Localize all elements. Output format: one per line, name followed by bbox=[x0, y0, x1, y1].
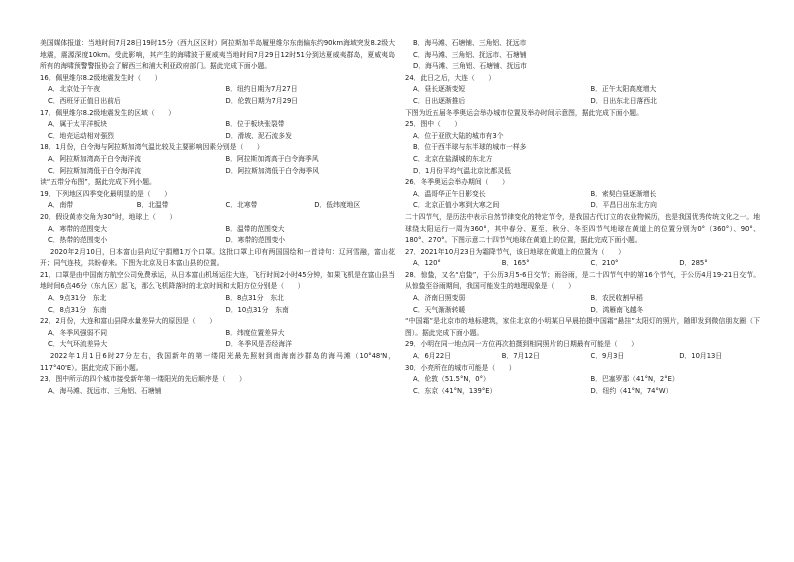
option: A．海马滩、抚远市、三角铝、石塘铺 bbox=[48, 386, 162, 395]
option: C．9月3日 bbox=[590, 352, 625, 361]
question-17: 17．佩里维尔8.2级地震发生的区域（ ） bbox=[40, 108, 176, 117]
passage-winter-olympics: 下图为近五届冬季奥运会举办城市位置及举办时间示意图，据此完成下面小题。 bbox=[405, 108, 643, 117]
option: A．南带 bbox=[48, 201, 74, 210]
question-28: 28．惊蛰，又名“启蛰”，于公历3月5-6日交节；雨谷雨，是二十四节气中的第16个节气，于公历4月19-21日交节。从惊蛰至谷雨期间，我国可能发生的地理现象是（ ） bbox=[405, 270, 760, 291]
option: B．阿拉斯加湾高于白令海季风 bbox=[225, 154, 319, 163]
question-27-options bbox=[405, 258, 760, 270]
option: B．巴塞罗那（41°N，2°E） bbox=[590, 375, 679, 384]
option: A．阿拉斯加湾高于白令海洋流 bbox=[48, 154, 142, 163]
question-23-options-continued bbox=[405, 38, 760, 73]
option: B．8点31分 东北 bbox=[225, 294, 284, 303]
option: D．低纬度地区 bbox=[314, 201, 361, 210]
option: D．平昌日出东北方向 bbox=[590, 201, 657, 210]
question-25: 25．图中（ ） bbox=[405, 120, 462, 129]
option: C．北京在盐湖城的东北方 bbox=[413, 154, 493, 163]
option: D．寒带的范围变小 bbox=[225, 236, 286, 245]
option: A．120° bbox=[413, 259, 441, 268]
option: D．10月13日 bbox=[679, 352, 723, 361]
passage-toyama: 2020年2月10日，日本富山县向辽宁捐赠1万个口罩。这批口罩上印有两国国绘和一首诗句：辽河雪融，富山花开；同气连枝，共盼春来。下图为北京及日本富山县的位置。 bbox=[40, 247, 395, 268]
option: B．正午太阳高度增大 bbox=[590, 85, 657, 94]
question-22-options bbox=[40, 328, 395, 351]
passage-five-zones: 读“五带分布图”，据此完成下列小题。 bbox=[40, 178, 156, 187]
option: C．西班牙正值日出前后 bbox=[48, 96, 121, 105]
passage-earthquake: 美国媒体报道：当地时间7月28日19时15分（西九区区时）阿拉斯加半岛履里维尔东南偏东约90km海域突发8.2级大地震，震源深度10km。受此影响，其产生的海啸波于夏威夷当地时间7月29日12时51分到达夏威夷群岛，夏威夷岛所有的海啸预警警报协会了解西三和浦大利亚政府部门。据此完成下面小题。 bbox=[40, 39, 395, 71]
option: B．索契白昼逐渐增长 bbox=[590, 189, 657, 198]
option: D．鸿雁南飞越冬 bbox=[590, 305, 644, 314]
question-24: 24．此日之后，大连（ ） bbox=[405, 73, 496, 82]
option: D．10点31分 东南 bbox=[225, 305, 289, 314]
option: D．纽约（41°N，74°W） bbox=[590, 386, 673, 395]
option: B．北温带 bbox=[136, 201, 169, 210]
option: B．7月12日 bbox=[501, 352, 540, 361]
option: A．6月22日 bbox=[413, 352, 452, 361]
option: C．热带的范围变小 bbox=[48, 236, 108, 245]
question-29-options bbox=[405, 351, 760, 363]
option: C．8点31分 东南 bbox=[48, 305, 107, 314]
question-18: 18．1月份，白令海与阿拉斯加湾气温比较及主要影响因素分别是（ ） bbox=[40, 143, 264, 152]
option: A．温哥华正午日影变长 bbox=[413, 189, 486, 198]
option: C．海马滩、三角铝、抚远市、石塘铺 bbox=[413, 50, 527, 59]
option: D．阿拉斯加湾低于白令海季风 bbox=[225, 166, 320, 175]
option: D．滑坡、泥石流多发 bbox=[225, 131, 292, 140]
option: B．温带的范围变大 bbox=[225, 224, 285, 233]
question-17-options bbox=[40, 119, 395, 142]
left-column bbox=[40, 38, 395, 397]
option: C．210° bbox=[590, 259, 619, 268]
option: C．北寒带 bbox=[225, 201, 258, 210]
option: A．伦敦（51.5°N，0°） bbox=[413, 375, 490, 384]
option: B．位于西半球与东半球的城市一样多 bbox=[413, 143, 527, 152]
option: B．纽约日期为7月27日 bbox=[225, 85, 298, 94]
option: C．北京正值小寒到大寒之间 bbox=[413, 201, 500, 210]
option: A．济南日照变弱 bbox=[413, 294, 466, 303]
question-22: 22．2月份，大连和富山县降水量差异大的原因是（ ） bbox=[40, 317, 217, 326]
question-23-options bbox=[40, 386, 395, 398]
question-30: 30．小亮所在的城市可能是（ ） bbox=[405, 363, 516, 372]
question-29: 29．小明在同一地点同一方位再次拍摄到相同照片的日期最有可能是（ ） bbox=[405, 340, 638, 349]
option: D．285° bbox=[679, 259, 708, 268]
option: D．冬季风是否经海洋 bbox=[225, 340, 292, 349]
option: B．海马滩、石塘铺、三角铝、抚远市 bbox=[413, 39, 527, 47]
option: C．地壳运动相对强烈 bbox=[48, 131, 114, 140]
option: C．天气渐渐转暖 bbox=[413, 305, 466, 314]
question-21: 21．口罩是由中国南方航空公司免费承运，从日本富山机场运往大连，飞行时间2小时45分钟，如果飞机是在富山县当地时间6点46分（东九区）起飞，那么飞机降落时的北京时间和太阳方位分别是（ ） bbox=[40, 270, 395, 291]
option: B．165° bbox=[501, 259, 530, 268]
option: C．阿拉斯加湾低于白令海洋流 bbox=[48, 166, 142, 175]
option: C．东京（41°N，139°E） bbox=[413, 386, 497, 395]
question-16-options bbox=[40, 84, 395, 107]
question-20-options bbox=[40, 224, 395, 247]
question-18-options bbox=[40, 154, 395, 177]
question-19-options bbox=[40, 200, 395, 212]
question-19: 19．下列地区四季变化最明显的是（ ） bbox=[40, 189, 171, 198]
option: B．纬度位置差异大 bbox=[225, 328, 285, 337]
option: C．大气环流差异大 bbox=[48, 340, 108, 349]
question-23: 23．图中所示的四个城市接受新年第一缕阳光的先后顺序是（ ） bbox=[40, 375, 246, 384]
option: D．1月份平均气温北京比都灵低 bbox=[413, 166, 511, 175]
passage-new-year-sun: 2022年1月1日6时27分左右，我国新年的第一缕阳光最先照射到南海南沙群岛的海马滩（10°48'N，117°40'E）。据此完成下面小题。 bbox=[40, 352, 395, 372]
question-27: 27．2021年10月23日为霜降节气，该日地球在黄道上的位置为（ ） bbox=[405, 247, 625, 256]
question-20: 20．假设黄赤交角为30°时，地球上（ ） bbox=[40, 212, 177, 221]
option: A．9点31分 东北 bbox=[48, 294, 107, 303]
option: D．海马滩、三角铝、石塘铺、抚远市 bbox=[413, 62, 527, 71]
question-24-options bbox=[405, 84, 760, 107]
question-16: 16．佩里维尔8.2级地震发生时（ ） bbox=[40, 73, 162, 82]
right-column bbox=[405, 38, 760, 397]
question-26-options bbox=[405, 189, 760, 212]
option: A．北京处于午夜 bbox=[48, 85, 101, 94]
option: A．冬季风强弱不同 bbox=[48, 328, 108, 337]
option: D．日出东北日落西北 bbox=[590, 96, 657, 105]
question-30-options bbox=[405, 374, 760, 397]
question-26: 26．冬季奥运会举办期间（ ） bbox=[405, 178, 509, 187]
option: A．位于亚欧大陆的城市有3个 bbox=[413, 131, 504, 140]
option: B．位于板块张裂带 bbox=[225, 120, 285, 129]
question-28-options bbox=[405, 293, 760, 316]
option: D．伦敦日期为7月29日 bbox=[225, 96, 299, 105]
question-21-options bbox=[40, 293, 395, 316]
question-25-options bbox=[405, 131, 760, 177]
option: A．属于太平洋板块 bbox=[48, 120, 108, 129]
option: A．昼长逐渐变短 bbox=[413, 85, 466, 94]
option: B．农民收割早稻 bbox=[590, 294, 643, 303]
option: A．寒带的范围变大 bbox=[48, 224, 108, 233]
passage-solar-terms: 二十四节气，是历法中表示自然节律变化的特定节令，是我国古代订立的农业物候历，也是我国优秀传统文化之一。地球绕太阳运行一周为360°，其中春分、夏至、秋分、冬至四节气地球在黄道上的位置分别为0°（360°）、90°、180°、270°。下图示意二十四节气地球在黄道上的位置，据此完成下面小题。 bbox=[405, 212, 760, 245]
passage-china-ring: “中国霜”是北京市的地标建筑，家住北京的小明某日早晨拍摄中国霜“悬挂”太阳灯的照片，随即发到微信朋友圈（下图）。据此完成下面小题。 bbox=[405, 317, 760, 337]
option: C．日出逐渐推后 bbox=[413, 96, 466, 105]
